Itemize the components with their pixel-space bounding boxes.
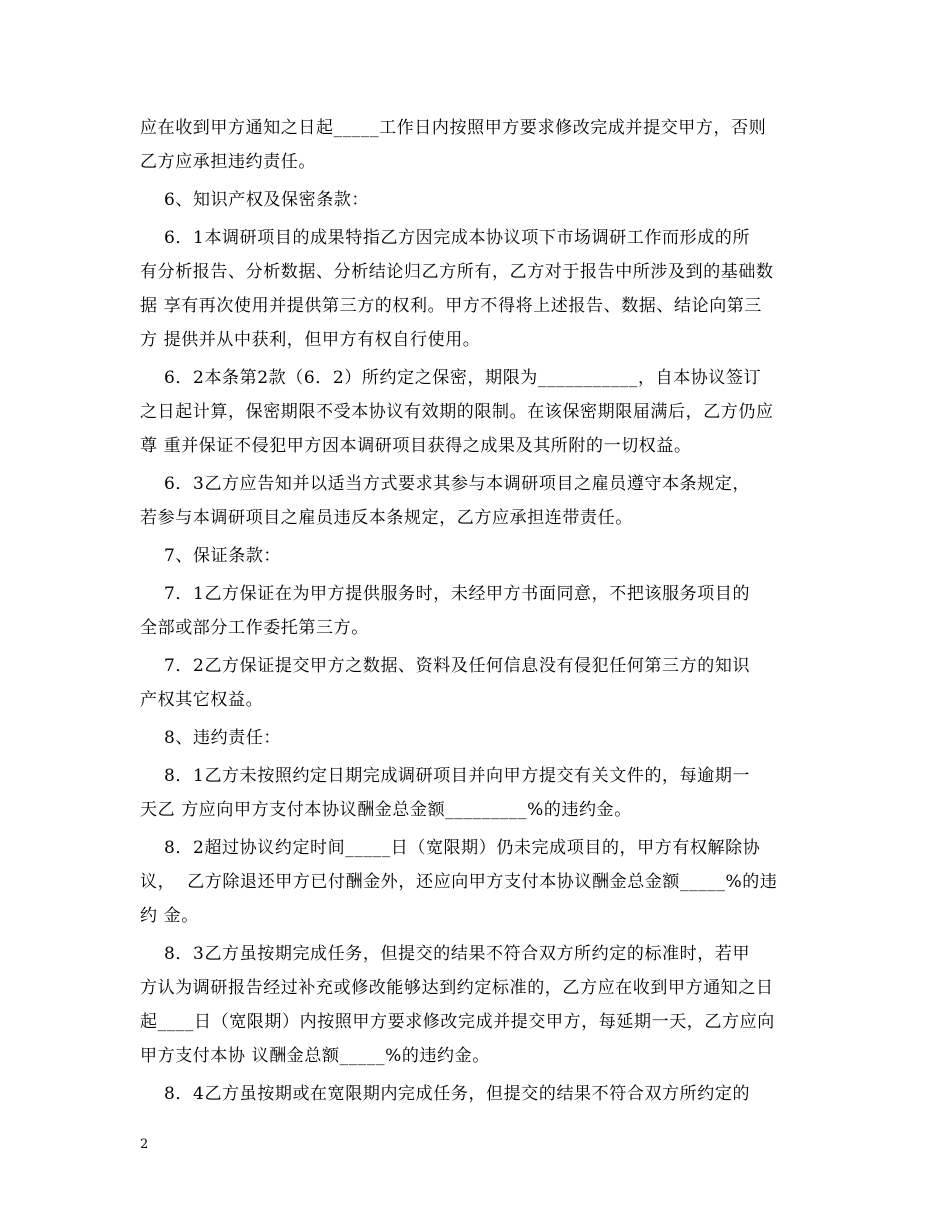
text-line: 应在收到甲方通知之日起_____工作日内按照甲方要求修改完成并提交甲方，否则 (140, 118, 767, 138)
text-line: 8．4乙方虽按期或在宽限期内完成任务，但提交的结果不符合双方所约定的 (140, 1084, 751, 1104)
text-line: 8．3乙方虽按期完成任务，但提交的结果不符合双方所约定的标准时，若甲 (140, 944, 751, 964)
text-line: 8、违约责任： (140, 728, 282, 748)
text-line: 天乙 方应向甲方支付本协议酬金总金额_________%的违约金。 (140, 800, 632, 820)
text-line: 据 享有再次使用并提供第三方的权利。甲方不得将上述报告、数据、结论向第三 (140, 296, 763, 316)
text-line: 8．1乙方未按照约定日期完成调研项目并向甲方提交有关文件的，每逾期一 (140, 766, 751, 786)
text-line: 全部或部分工作委托第三方。 (140, 618, 369, 638)
text-line: 产权其它权益。 (140, 690, 264, 710)
text-line: 方 提供并从中获利，但甲方有权自行使用。 (140, 330, 481, 350)
text-line: 7、保证条款： (140, 546, 282, 566)
text-line: 6．2本条第2款（6．2）所约定之保密，期限为___________，自本协议签订 (140, 368, 762, 388)
text-line: 之日起计算，保密期限不受本协议有效期的限制。在该保密期限届满后，乙方仍应 (140, 402, 774, 422)
text-line: 7．2乙方保证提交甲方之数据、资料及任何信息没有侵犯任何第三方的知识 (140, 656, 751, 676)
text-line: 若参与本调研项目之雇员违反本条规定，乙方应承担连带责任。 (140, 508, 633, 528)
text-line: 方认为调研报告经过补充或修改能够达到约定标准的，乙方应在收到甲方通知之日 (140, 978, 774, 998)
text-line: 议， 乙方除退还甲方已付酬金外，还应向甲方支付本协议酬金总金额_____%的违 (140, 872, 778, 892)
text-line: 有分析报告、分析数据、分析结论归乙方所有，乙方对于报告中所涉及到的基础数 (140, 262, 774, 282)
text-line: 尊 重并保证不侵犯甲方因本调研项目获得之成果及其所附的一切权益。 (140, 436, 692, 456)
page-number: 2 (140, 1137, 149, 1152)
text-line: 乙方应承担违约责任。 (140, 152, 316, 172)
text-line: 6、知识产权及保密条款： (140, 190, 370, 210)
text-line: 起____日（宽限期）内按照甲方要求修改完成并提交甲方，每延期一天，乙方应向 (140, 1012, 775, 1032)
text-line: 约 金。 (140, 906, 199, 926)
text-line: 7．1乙方保证在为甲方提供服务时，未经甲方书面同意，不把该服务项目的 (140, 584, 751, 604)
text-line: 8．2超过协议约定时间_____日（宽限期）仍未完成项目的，甲方有权解除协 (140, 838, 761, 858)
text-line: 甲方支付本协 议酬金总额_____%的违约金。 (140, 1046, 490, 1066)
text-line: 6．3乙方应告知并以适当方式要求其参与本调研项目之雇员遵守本条规定， (140, 474, 751, 494)
text-line: 6．1本调研项目的成果特指乙方因完成本协议项下市场调研工作而形成的所 (140, 228, 751, 248)
